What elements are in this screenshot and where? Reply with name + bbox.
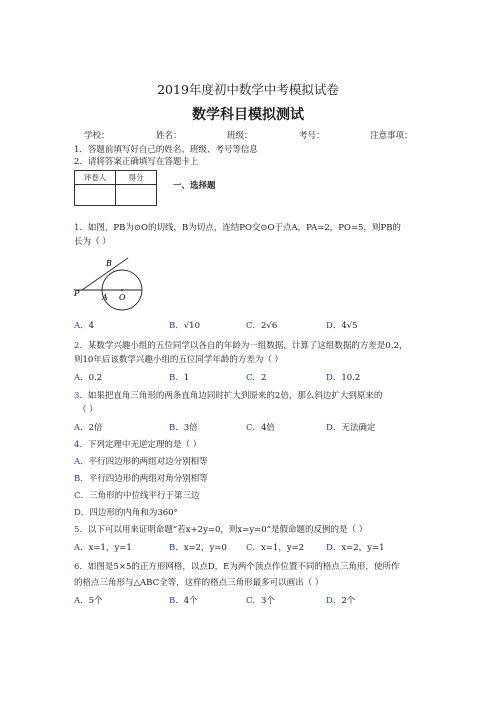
class-field: 班级：: [227, 131, 253, 141]
question-number: 3．: [74, 391, 88, 401]
option-c: C．3个: [246, 596, 275, 606]
option-c: C．2: [246, 373, 267, 383]
score-table-header-grader: 评卷人: [75, 171, 116, 185]
label-o: O: [119, 293, 126, 302]
option-a: A．0.2: [74, 373, 103, 383]
question-2-line-2: 则10年后该数学兴趣小组的五位同学年龄的方差为（ ）: [74, 355, 284, 365]
option-d: D．2个: [326, 596, 356, 606]
question-2: [74, 341, 407, 352]
note-2: 2．请将答案正确填写在答题卡上: [74, 157, 199, 167]
option-c: C．三角形的中位线平行于第三边: [74, 491, 200, 501]
label-a: A: [102, 293, 108, 302]
notice-field: 注意事项：: [370, 131, 413, 141]
option-b: B．3倍: [169, 423, 198, 433]
exam-title: 2019年度初中数学中考模拟试卷: [157, 82, 339, 97]
question-text: 以下可以用来证明命题“若x+2y=0，则x=y=0”是假命题的反例的是（ ）: [87, 525, 368, 535]
score-table-cell: [75, 185, 116, 206]
tangent-pb: [82, 258, 128, 290]
option-a: A．x=1，y=1: [74, 543, 132, 553]
option-a: A．4: [74, 321, 95, 331]
score-table-header-score: 得分: [116, 171, 157, 185]
question-number: 2．: [74, 341, 88, 351]
option-b: B．1: [169, 373, 190, 383]
question-6-line-2: 的格点三角形与△ABC全等，这样的格点三角形最多可以画出（ ）: [74, 578, 324, 588]
center-point: [121, 289, 123, 291]
question-number: 1．: [74, 223, 88, 233]
option-d: D．x=2，y=1: [326, 543, 385, 553]
question-3-line-2: （ ）: [78, 405, 98, 415]
score-table-cell: [116, 185, 157, 206]
section-heading: 一、选择题: [173, 181, 216, 191]
option-d: D．10.2: [326, 373, 361, 383]
id-field: 考号：: [299, 131, 325, 141]
question-text: 如图是5×5的正方形网格，以点D，E为两个顶点作位置不同的格点三角形，使所作: [87, 562, 400, 572]
question-text: 某数学兴趣小组的五位同学以各自的年龄为一组数据，计算了这组数据的方差是0.2，: [87, 341, 408, 351]
option-d: D．4√5: [326, 321, 358, 331]
option-c: C．2√6: [246, 321, 278, 331]
label-b: B: [106, 259, 112, 268]
question-text: 下列定理中无逆定理的是（ ）: [87, 440, 202, 450]
option-c: C．x=1，y=2: [246, 543, 305, 553]
option-a: A．5个: [74, 596, 103, 606]
question-5: [74, 525, 367, 536]
school-field: 学校：: [84, 131, 110, 141]
question-number: 6．: [74, 562, 88, 572]
question-1: [74, 223, 401, 234]
option-a: A．平行四边形的两组对边分别相等: [74, 457, 208, 467]
option-d: D．四边形的内角和为360°: [74, 508, 178, 518]
option-a: A．2倍: [74, 423, 103, 433]
question-6: [74, 562, 399, 573]
question-3: [74, 391, 382, 402]
name-field: 姓名：: [156, 131, 182, 141]
option-b: B．4个: [169, 596, 198, 606]
option-c: C．4倍: [246, 423, 275, 433]
question-number: 5．: [74, 525, 88, 535]
exam-subtitle: 数学科目模拟测试: [192, 107, 304, 123]
question-text: 如图，PB为⊙O的切线，B为切点，连结PO交⊙O于点A，PA=2，PO=5，则PB的: [87, 223, 401, 233]
score-table: [74, 170, 157, 206]
question-1-line-2: 长为（ ）: [74, 237, 111, 247]
option-b: B．x=2，y=0: [169, 543, 227, 553]
option-b: B．平行四边形的两组对角分别相等: [74, 474, 208, 484]
note-1: 1．答题前填写好自己的姓名、班级、考号等信息: [74, 145, 258, 155]
label-p: P: [74, 289, 80, 298]
option-b: B．√10: [169, 321, 200, 331]
question-number: 4．: [74, 440, 88, 450]
question-4: [74, 440, 201, 451]
question-text: 如果把直角三角形的两条直角边同时扩大到原来的2倍，那么斜边扩大到原来的: [87, 391, 383, 401]
circle-tangent-figure: [70, 252, 150, 314]
option-d: D．无法确定: [326, 423, 376, 433]
